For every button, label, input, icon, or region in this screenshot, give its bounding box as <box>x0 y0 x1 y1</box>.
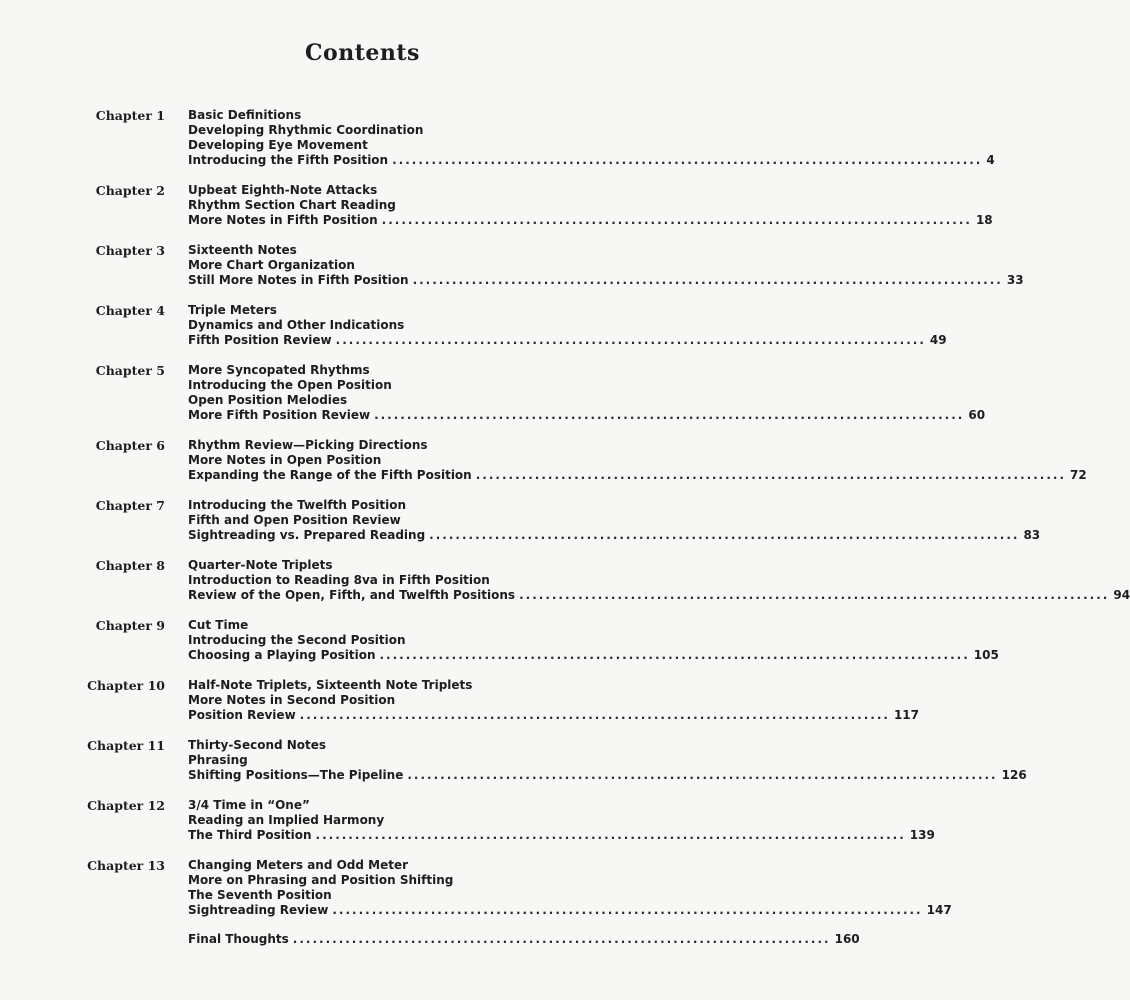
chapter-topics <box>188 363 986 423</box>
topic-line: Upbeat Eighth-Note Attacks <box>188 183 378 197</box>
chapter-topics <box>188 498 1041 543</box>
topic-line: Developing Eye Movement <box>188 138 368 152</box>
toc-entry <box>188 588 1130 603</box>
page-number: 147 <box>926 903 952 917</box>
chapter-label: Chapter 13 <box>87 858 165 873</box>
topic-line: Dynamics and Other Indications <box>188 318 405 332</box>
topic-title: Position Review <box>188 708 296 722</box>
toc-entry <box>188 213 993 228</box>
dot-leader: .......................................................................................... <box>299 708 890 722</box>
topic-line: More Notes in Open Position <box>188 453 382 467</box>
topic-title: Still More Notes in Fifth Position <box>188 273 409 287</box>
topic-title: The Third Position <box>188 828 312 842</box>
page-number: 139 <box>909 828 935 842</box>
page-number: 72 <box>1070 468 1087 482</box>
topic-title: Choosing a Playing Position <box>188 648 376 662</box>
toc-entry <box>188 273 1024 288</box>
chapter-label: Chapter 11 <box>87 738 165 753</box>
dot-leader: .......................................................................................... <box>407 768 998 782</box>
page-title: Contents <box>305 40 420 66</box>
chapter-label: Chapter 1 <box>95 108 165 123</box>
page-number: 18 <box>975 213 993 227</box>
topic-line: Introducing the Second Position <box>188 633 406 647</box>
chapter-topics <box>188 618 999 663</box>
page-number: 126 <box>1001 768 1027 782</box>
topic-line: Basic Definitions <box>188 108 302 122</box>
toc-entry <box>188 153 995 168</box>
topic-line: More Chart Organization <box>188 258 355 272</box>
toc-entry <box>188 528 1041 543</box>
topic-line: Sixteenth Notes <box>188 243 297 257</box>
page-number: 160 <box>834 932 860 946</box>
topic-line: Fifth and Open Position Review <box>188 513 401 527</box>
chapter-topics <box>188 243 1024 288</box>
topic-title: Sightreading Review <box>188 903 329 917</box>
toc-entry <box>188 903 952 918</box>
chapter-topics <box>188 798 935 843</box>
topic-title: More Notes in Fifth Position <box>188 213 378 227</box>
dot-leader: .......................................................................................... <box>379 648 970 662</box>
dot-leader: .......................................................................................... <box>412 273 1003 287</box>
topic-line: Reading an Implied Harmony <box>188 813 385 827</box>
chapter-label: Chapter 4 <box>95 303 165 318</box>
topic-line: Half-Note Triplets, Sixteenth Note Triplets <box>188 678 473 692</box>
topic-line: Introducing the Twelfth Position <box>188 498 406 512</box>
chapter-topics <box>188 558 1130 603</box>
topic-line: Cut Time <box>188 618 249 632</box>
toc-entry <box>188 468 1087 483</box>
toc-entry <box>188 828 935 843</box>
topic-title: Fifth Position Review <box>188 333 332 347</box>
topic-title: Shifting Positions—The Pipeline <box>188 768 404 782</box>
topic-line: 3/4 Time in “One” <box>188 798 310 812</box>
chapter-topics <box>188 108 995 168</box>
chapter-label: Chapter 6 <box>95 438 165 453</box>
topic-line: Rhythm Section Chart Reading <box>188 198 396 212</box>
dot-leader: .................................................................................. <box>292 932 831 946</box>
toc-entry <box>188 932 860 947</box>
page-number: 83 <box>1023 528 1041 542</box>
dot-leader: .......................................................................................... <box>519 588 1110 602</box>
topic-line: Introduction to Reading 8va in Fifth Position <box>188 573 490 587</box>
page-number: 33 <box>1006 273 1024 287</box>
chapter-topics <box>188 438 1087 483</box>
dot-leader: .......................................................................................... <box>332 903 923 917</box>
chapter-label: Chapter 9 <box>95 618 165 633</box>
topic-line: Thirty-Second Notes <box>188 738 327 752</box>
chapter-label: Chapter 12 <box>87 798 165 813</box>
topic-line: Changing Meters and Odd Meter <box>188 858 409 872</box>
dot-leader: .......................................................................................... <box>475 468 1067 482</box>
topic-title: Introducing the Fifth Position <box>188 153 389 167</box>
topic-line: More Syncopated Rhythms <box>188 363 370 377</box>
topic-line: Introducing the Open Position <box>188 378 392 392</box>
chapter-topics <box>188 858 952 918</box>
topic-line: The Seventh Position <box>188 888 332 902</box>
dot-leader: .......................................................................................... <box>335 333 926 347</box>
topic-line: More on Phrasing and Position Shifting <box>188 873 454 887</box>
toc-entry <box>188 768 1027 783</box>
dot-leader: .......................................................................................... <box>315 828 906 842</box>
topic-line: Phrasing <box>188 753 248 767</box>
topic-line: Open Position Melodies <box>188 393 348 407</box>
dot-leader: .......................................................................................... <box>392 153 983 167</box>
page-number: 117 <box>893 708 919 722</box>
page-number: 94 <box>1113 588 1130 602</box>
toc-entry <box>188 648 999 663</box>
page-number: 60 <box>968 408 986 422</box>
chapter-topics <box>188 303 947 348</box>
chapter-label: Chapter 3 <box>95 243 165 258</box>
topic-line: Rhythm Review—Picking Directions <box>188 438 428 452</box>
topic-title: Sightreading vs. Prepared Reading <box>188 528 426 542</box>
topic-title: Expanding the Range of the Fifth Position <box>188 468 472 482</box>
topic-line: Quarter-Note Triplets <box>188 558 333 572</box>
topic-line: More Notes in Second Position <box>188 693 396 707</box>
page-number: 4 <box>986 153 995 167</box>
chapter-label: Chapter 8 <box>95 558 165 573</box>
final-thoughts-entry <box>188 932 860 947</box>
topic-title: More Fifth Position Review <box>188 408 371 422</box>
chapter-label: Chapter 2 <box>95 183 165 198</box>
toc-entry <box>188 333 947 348</box>
dot-leader: .......................................................................................... <box>429 528 1020 542</box>
page-number: 49 <box>929 333 947 347</box>
page-number: 105 <box>973 648 999 662</box>
chapter-label: Chapter 7 <box>95 498 165 513</box>
chapter-topics <box>188 183 993 228</box>
chapter-label: Chapter 10 <box>87 678 165 693</box>
final-thoughts-label: Final Thoughts <box>188 932 289 946</box>
topic-line: Triple Meters <box>188 303 277 317</box>
toc-entry <box>188 408 986 423</box>
chapter-topics <box>188 738 1027 783</box>
dot-leader: .......................................................................................... <box>381 213 972 227</box>
topic-title: Review of the Open, Fifth, and Twelfth Positions <box>188 588 516 602</box>
dot-leader: .......................................................................................... <box>374 408 965 422</box>
toc-entry <box>188 708 919 723</box>
topic-line: Developing Rhythmic Coordination <box>188 123 424 137</box>
chapter-topics <box>188 678 919 723</box>
chapter-label: Chapter 5 <box>95 363 165 378</box>
